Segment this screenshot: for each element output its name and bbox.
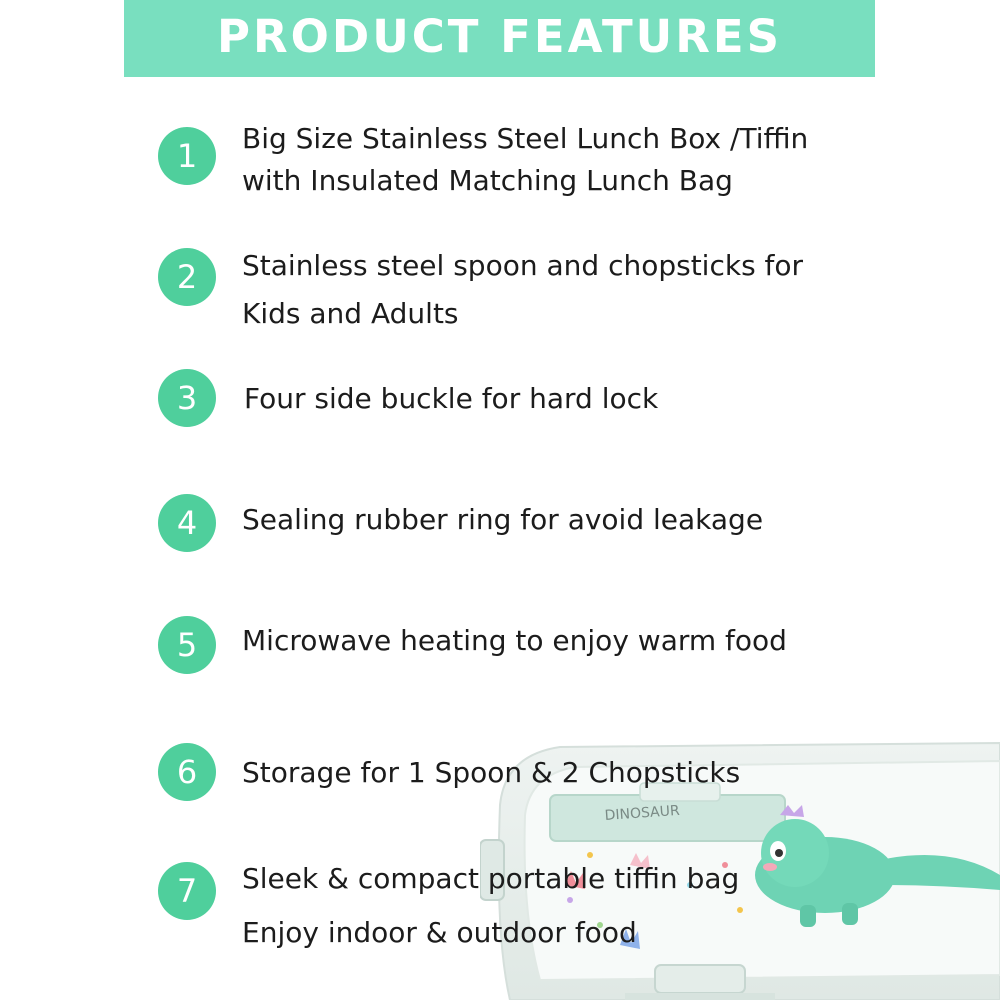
feature-text-7 — [242, 852, 739, 960]
feature-line: Microwave heating to enjoy warm food — [242, 624, 787, 657]
feature-line: Four side buckle for hard lock — [244, 382, 659, 415]
feature-line: Enjoy indoor & outdoor food — [242, 916, 637, 949]
banner-title: PRODUCT FEATURES — [216, 10, 783, 63]
number-badge-1: 1 — [158, 127, 216, 185]
number-badge-3: 3 — [158, 369, 216, 427]
feature-line: with Insulated Matching Lunch Bag — [242, 164, 733, 197]
feature-line: Sleek & compact portable tiffin bag — [242, 862, 740, 895]
number-badge-7: 7 — [158, 862, 216, 920]
feature-line: Big Size Stainless Steel Lunch Box /Tiffin — [242, 122, 809, 155]
feature-text-2 — [242, 242, 803, 338]
feature-text-5 — [242, 617, 787, 665]
dinosaur-label: DINOSAUR — [604, 802, 681, 824]
feature-line: Stainless steel spoon and chopsticks for — [242, 249, 804, 282]
feature-text-6 — [242, 749, 740, 797]
number-badge-4: 4 — [158, 494, 216, 552]
header-banner — [124, 0, 875, 77]
number-badge-5: 5 — [158, 616, 216, 674]
feature-line: Kids and Adults — [242, 297, 459, 330]
feature-text-3 — [244, 375, 658, 423]
number-badge-6: 6 — [158, 743, 216, 801]
feature-line: Storage for 1 Spoon & 2 Chopsticks — [242, 756, 741, 789]
feature-text-1 — [242, 118, 808, 202]
feature-text-4 — [242, 496, 763, 544]
number-badge-2: 2 — [158, 248, 216, 306]
feature-line: Sealing rubber ring for avoid leakage — [242, 503, 764, 536]
